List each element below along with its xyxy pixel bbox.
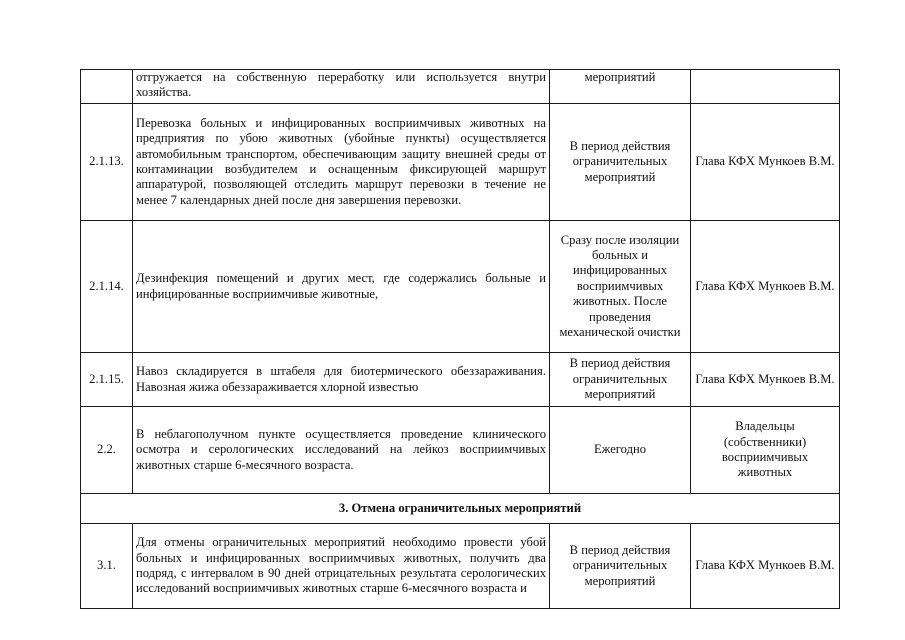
- section-title: 3. Отмена ограничительных мероприятий: [81, 494, 840, 524]
- row-responsible: Глава КФХ Мункоев В.М.: [691, 104, 840, 221]
- row-responsible: Глава КФХ Мункоев В.М.: [691, 524, 840, 609]
- row-responsible: [691, 70, 840, 104]
- row-term: Ежегодно: [550, 407, 691, 494]
- row-description: Навоз складируется в штабеля для биотермического обеззараживания. Навозная жижа обеззараживается хлорной известью: [133, 353, 550, 407]
- section-row: [81, 494, 840, 524]
- row-responsible: Глава КФХ Мункоев В.М.: [691, 353, 840, 407]
- row-term: мероприятий: [550, 70, 691, 104]
- row-number: 2.1.13.: [81, 104, 133, 221]
- row-number: [81, 70, 133, 104]
- row-number: 2.2.: [81, 407, 133, 494]
- row-responsible: Владельцы (собственники) восприимчивых животных: [691, 407, 840, 494]
- row-term: Сразу после изоляции больных и инфицированных восприимчивых животных. После проведения механической очистки: [550, 221, 691, 353]
- row-term: В период действия ограничительных мероприятий: [550, 524, 691, 609]
- table-row: [81, 104, 840, 221]
- row-description: Перевозка больных и инфицированных восприимчивых животных на предприятия по убою животных (убойные пункты) осуществляется автомобильным транспортом, обеспечивающим защиту внешней среды от контаминации возбудителем и оснащенным фиксирующей маршрут аппаратурой, позволяющей отследить маршрут перевозки в течение не менее 7 календарных дней после дня завершения перевозки.: [133, 104, 550, 221]
- row-number: 2.1.14.: [81, 221, 133, 353]
- measures-table: [80, 69, 840, 609]
- table-row: [81, 407, 840, 494]
- row-number: 2.1.15.: [81, 353, 133, 407]
- row-number: 3.1.: [81, 524, 133, 609]
- row-description: отгружается на собственную переработку или используется внутри хозяйства.: [133, 70, 550, 104]
- table-row: [81, 524, 840, 609]
- row-description: Для отмены ограничительных мероприятий необходимо провести убой больных и инфицированных восприимчивых животных, получить два подряд, с интервалом в 90 дней отрицательных результата серологических исследований восприимчивых животных старше 6-месячного возраста и: [133, 524, 550, 609]
- row-description: В неблагополучном пункте осуществляется проведение клинического осмотра и серологических исследований на лейкоз восприимчивых животных старше 6-месячного возраста.: [133, 407, 550, 494]
- row-responsible: Глава КФХ Мункоев В.М.: [691, 221, 840, 353]
- row-term: В период действия ограничительных мероприятий: [550, 104, 691, 221]
- row-term: В период действия ограничительных мероприятий: [550, 353, 691, 407]
- table-row: [81, 353, 840, 407]
- row-description: Дезинфекция помещений и других мест, где содержались больные и инфицированные восприимчивые животные,: [133, 221, 550, 353]
- table-row: [81, 70, 840, 104]
- table-row: [81, 221, 840, 353]
